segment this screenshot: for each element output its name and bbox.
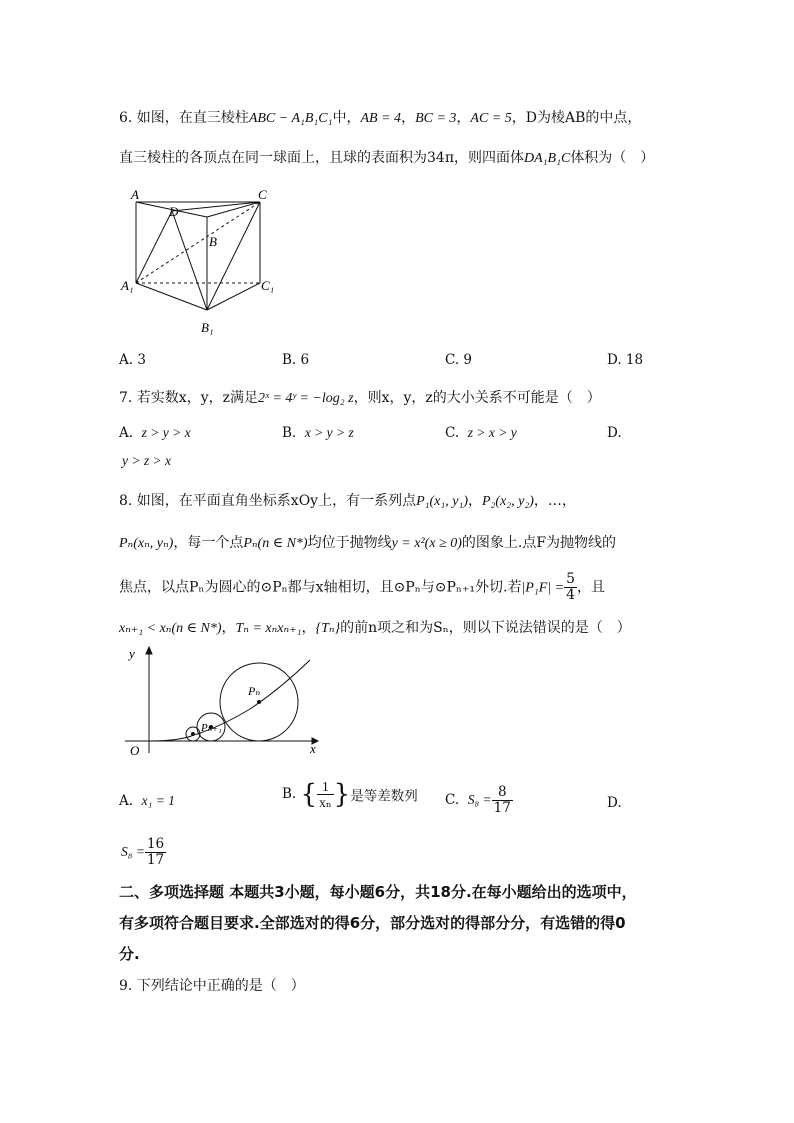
left-brace: { — [300, 779, 318, 810]
q7-option-a-label: A. — [119, 425, 134, 441]
q6-option-c[interactable]: C. 9 — [445, 352, 473, 368]
q8-text: ，每一个点 — [173, 535, 244, 551]
q6-ab: AB = 4 — [360, 111, 402, 126]
q6-stem-start: 6. 如图，在直三棱柱 — [119, 110, 249, 126]
q8-pn-cond: Pₙ(n ∈ N*) — [243, 536, 308, 551]
q6-question-end: 体积为（ ） — [570, 150, 655, 166]
q8-stem-start: 8. 如图，在平面直角坐标系xOy上，有一系列点 — [119, 493, 417, 509]
q8-option-c[interactable] — [445, 785, 513, 816]
q8-option-d-frac — [145, 837, 166, 868]
q6-bc: BC = 3 — [415, 111, 457, 126]
q8-option-c-lhs: S₈ = — [467, 792, 492, 807]
q6-text-mid: ，则四面体 — [454, 150, 525, 166]
q8-pn: Pₙ(xₙ, yₙ) — [119, 536, 174, 551]
q7-option-d-expr[interactable] — [122, 453, 171, 469]
q8-cond: xₙ₊₁ < xₙ(n ∈ N*) — [119, 621, 222, 636]
q7-option-b[interactable] — [282, 425, 354, 441]
q7-equation: 2ˣ = 4ʸ = −log₂ z — [258, 391, 354, 406]
q8-question-end: 的前n项之和为Sₙ，则以下说法错误的是（ ） — [340, 620, 631, 636]
label-c: C — [258, 187, 267, 202]
q8-option-c-num: 8 — [492, 785, 513, 801]
section2-line2: 有多项符合题目要求.全部选对的得6分，部分选对的得部分分，有选错的得0 — [119, 914, 626, 932]
section2-line1: 二、多项选择题 本题共3小题，每小题6分，共18分.在每小题给出的选项中， — [119, 883, 637, 901]
q6-sphere-text: 直三棱柱的各顶点在同一球面上，且球的表面积为 — [119, 150, 427, 166]
q7-stem — [119, 388, 601, 409]
q7-option-a-expr: z > y > x — [141, 425, 191, 440]
q8-option-c-label: C. — [445, 792, 460, 808]
q8-option-d-num: 16 — [146, 836, 165, 852]
q8-p2: P₂(x₂, y₂) — [482, 494, 534, 509]
q8-line3 — [119, 572, 605, 603]
label-b: B — [209, 234, 217, 249]
q7-option-b-label: B. — [282, 425, 297, 441]
q8-option-d-expr[interactable] — [121, 837, 166, 868]
q7-option-c[interactable] — [445, 425, 517, 441]
q7-option-b-expr: x > y > z — [304, 425, 354, 440]
q8-text-b: 均位于抛物线 — [307, 535, 392, 551]
q8-focus-text: 焦点，以点Pₙ为圆心的⊙Pₙ都与x轴相切，且⊙Pₙ与⊙Pₙ₊₁外切.若 — [119, 579, 522, 596]
q8-line2 — [119, 533, 616, 554]
q6-ac: AC = 5 — [470, 111, 512, 126]
q8-option-b-label: B. — [282, 786, 297, 802]
q8-option-d-den: 17 — [146, 852, 165, 868]
q8-line1-tail: ，…， — [533, 493, 576, 509]
q6-line1: 6. 如图，在直三棱柱ABC − A₁B₁C₁中，AB = 4，BC = 3，AC = 5，D为棱AB的中点， — [119, 110, 642, 126]
q6-tetra: DA₁B₁C — [524, 151, 571, 166]
q8-parabola-figure — [120, 645, 330, 757]
label-a: A — [131, 187, 139, 202]
q6-option-b[interactable]: B. 6 — [282, 352, 310, 368]
q8-option-b-num: 1 — [317, 779, 334, 795]
q7-option-c-label: C. — [445, 425, 460, 441]
q6-option-d[interactable]: D. 18 — [607, 352, 644, 368]
label-pn: Pₙ — [248, 684, 261, 698]
q6-option-a[interactable]: A. 3 — [119, 352, 146, 368]
q9-stem: 9. 下列结论中正确的是（ ） — [119, 978, 305, 994]
q6-area: 34π — [427, 150, 455, 166]
q6-prism-figure — [115, 180, 290, 342]
q8-tn-set: {Tₙ} — [315, 621, 341, 636]
q8-line4: xₙ₊₁ < xₙ(n ∈ N*)，Tₙ = xₙxₙ₊₁，{Tₙ}的前n项之和为Sₙ，则以下说法错误的是（ ） — [119, 620, 631, 636]
q7-stem-end: ，则x，y，z的大小关系不可能是（ ） — [353, 390, 601, 406]
axis-x-label: x — [310, 741, 316, 756]
q8-option-a-expr: x₁ = 1 — [141, 793, 175, 808]
q8-line1: 8. 如图，在平面直角坐标系xOy上，有一系列点P₁(x₁, y₁)，P₂(x₂, y₂)，…， — [119, 493, 576, 509]
q6-text-tail: ，D为棱AB的中点， — [511, 110, 642, 126]
q7-stem-start: 7. 若实数x，y，z满足 — [119, 390, 258, 406]
q7-option-a[interactable] — [119, 425, 191, 441]
q8-option-c-frac — [492, 785, 513, 816]
q8-option-b-tail: 是等差数列 — [350, 788, 418, 805]
q8-option-b-den: xₙ — [319, 795, 332, 810]
label-pn1: Pₙ₊₁ — [201, 722, 222, 734]
q8-option-c-den: 17 — [493, 800, 511, 816]
q8-option-b[interactable] — [282, 779, 418, 810]
q8-text-c: 的图象上.点F为抛物线的 — [461, 535, 617, 551]
q8-pf-den: 4 — [566, 587, 575, 603]
q6-prism-name: ABC − A₁B₁C₁ — [248, 111, 333, 126]
q7-option-d-label[interactable]: D. — [607, 425, 622, 441]
q8-option-b-frac — [317, 779, 334, 810]
label-a1: A₁ — [121, 278, 134, 293]
q8-p1: P₁(x₁, y₁) — [416, 494, 468, 509]
q8-option-d-label[interactable]: D. — [607, 795, 622, 811]
q7-option-c-expr: z > x > y — [467, 425, 517, 440]
label-c1: C₁ — [261, 278, 275, 293]
label-b1: B₁ — [201, 320, 214, 335]
q8-option-a[interactable] — [119, 793, 175, 809]
right-brace: } — [333, 779, 351, 810]
q8-pf: |P₁F| = — [521, 580, 565, 596]
label-d: D — [169, 204, 179, 219]
q7-option-d-math: y > z > x — [122, 453, 171, 468]
q8-line3-tail: ，且 — [577, 579, 605, 596]
q8-option-d-lhs: S₈ = — [121, 844, 145, 859]
q8-option-a-label: A. — [119, 793, 134, 809]
q6-line2 — [119, 148, 654, 169]
q8-pf-num: 5 — [566, 571, 575, 587]
q8-parabola: y = x²(x ≥ 0) — [391, 536, 462, 551]
q8-tn: Tₙ = xₙxₙ₊₁ — [235, 621, 302, 636]
origin-label: O — [130, 743, 140, 757]
q6-text: 中， — [332, 110, 361, 126]
q8-pf-frac — [564, 572, 577, 603]
section2-line3: 分. — [119, 945, 140, 963]
axis-y-label: y — [129, 646, 135, 661]
